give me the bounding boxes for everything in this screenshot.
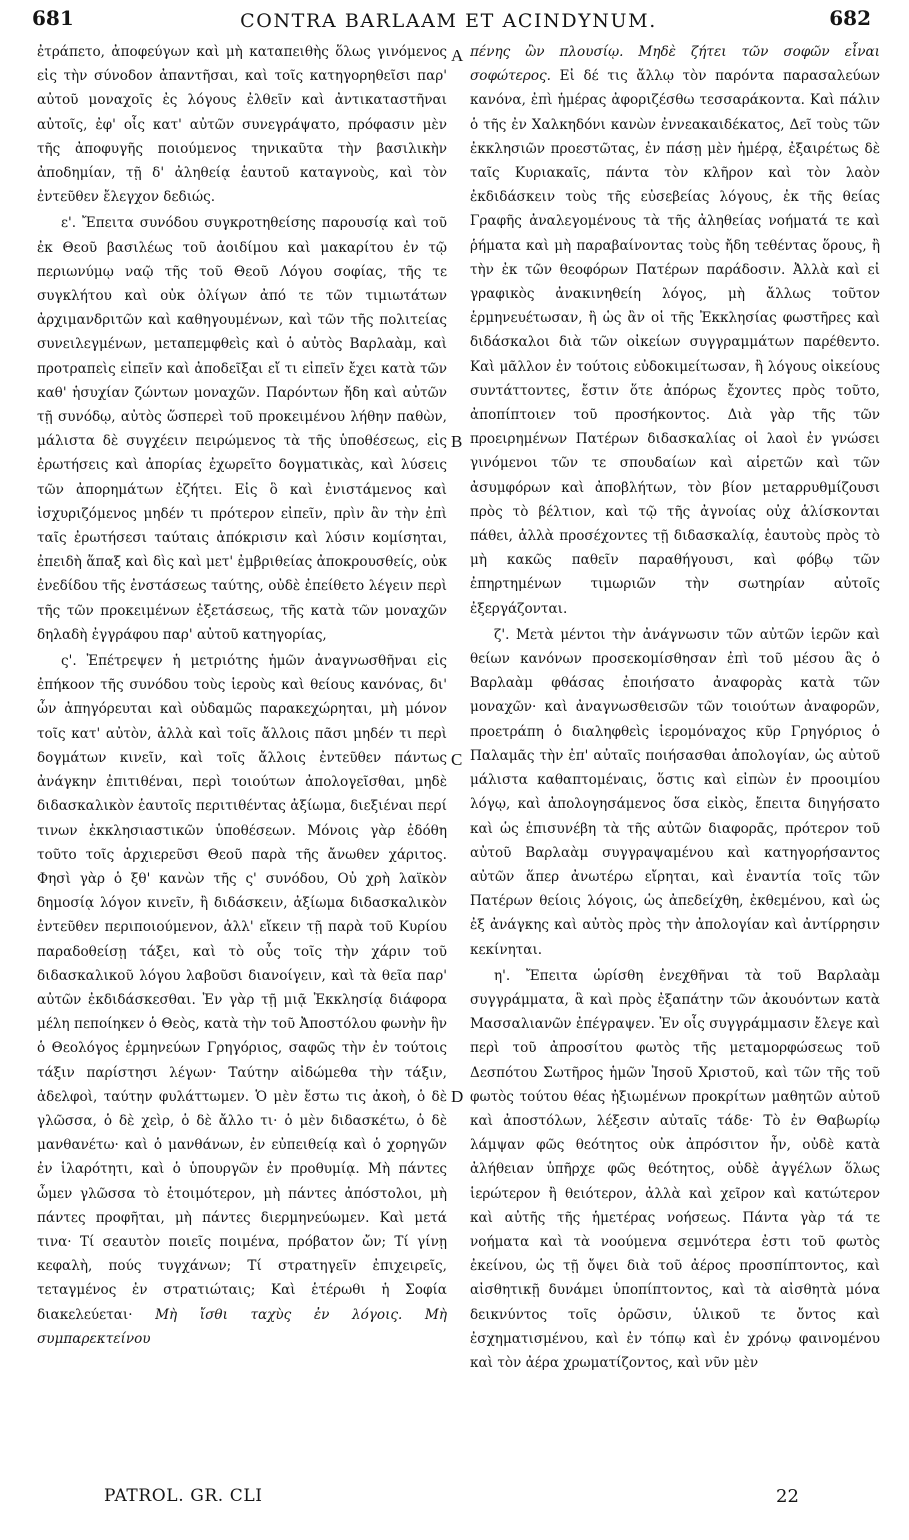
right-paragraph-2: ζ'. Μετὰ μέντοι τὴν ἀνάγνωσιν τῶν αὐτῶν ἱερῶν καὶ θείων κανόνων προσεκομίσθησαν ἐπὶ τοῦ μέσου ἃς ὁ Βαρλαὰμ φθάσας ἐποιήσατο ἀναφορὰς κατὰ τῶν μοναχῶν· καὶ ἀναγνωσθεισῶν τῶν τοιούτων ἀναφορῶν, προετράπη ὁ διαληφθεὶς ἱερομόναχος κῦρ Γρηγόριος ὁ Παλαμᾶς τὴν ἐπ' αὐταῖς ποιήσασθαι ἀπολογίαν, ὡς αὐτοῦ μάλιστα καθαπτομέναις, ὅστις καὶ εἰπὼν ἐν προοιμίου λόγῳ, καὶ ἀπολογησάμενος ὅσα εἰκὸς, ἔπειτα διηγήσατο καὶ ὡς ἐπισυνέβη τὰ τῆς αὐτῶν διαφορᾶς, πρότερον τοῦ αὐτοῦ Βαρλαὰμ συγγραψαμένου καὶ κατηγορήσαντος αὐτῶν ἅπερ ἀνωτέρω εἴρηται, καὶ ἐναντία τοῖς τῶν Πατέρων θείοις λόγοις, ὡς ἀπεδείχθη, ἐκθεμένου, καὶ ὡς ἐξ ἀνάγκης καὶ αὐτὸς πρὸς τὴν ἀπολογίαν καὶ ἀντίρρησιν κεκίνηται.: [470, 626, 880, 958]
page-number-left: 681: [32, 6, 74, 30]
left-paragraph-3: [37, 649, 447, 1351]
right-paragraph-1: [470, 40, 880, 621]
left-paragraph-1: ἐτράπετο, ἀποφεύγων καὶ μὴ καταπειθὴς ὅλως γινόμενος εἰς τὴν σύνοδον ἀπαντῆσαι, καὶ τοῖς κατηγορηθεῖσι παρ' αὐτοῦ μοναχοῖς ἐς λόγους ἐλθεῖν καὶ ἀντικαταστῆναι αὐτοῖς, ἐφ' οἷς κατ' αὐτῶν συνεγράψατο, πρόφασιν μὲν τῆς ἀποφυγῆς ποιούμενος τηνικαῦτα τὴν βασιλικὴν ἀποδημίαν, τῇ δ' ἀληθείᾳ ἑαυτοῦ καταγνοὺς, καὶ τὸν ἐντεῦθεν ἔλεγχον δεδιώς.: [37, 44, 447, 206]
left-paragraph-2: ε'. Ἔπειτα συνόδου συγκροτηθείσης παρουσίᾳ καὶ τοῦ ἐκ Θεοῦ βασιλέως τοῦ ἀοιδίμου καὶ μακαρίτου ἐν τῷ περιωνύμῳ ναῷ τῆς τοῦ Θεοῦ Λόγου σοφίας, τῆς τε συγκλήτου καὶ οὐκ ὀλίγων ἀπό τε τῶν τιμιωτάτων ἀρχιμανδριτῶν καὶ καθηγουμένων, καὶ τῶν τῆς πολιτείας συνειλεγμένων, μεταπεμφθεὶς καὶ ὁ αὐτὸς Βαρλαὰμ, καὶ προτραπεὶς εἰπεῖν καὶ ἀποδεῖξαι εἴ τι εἰπεῖν ἔχει κατὰ τῶν καθ' ἡσυχίαν ζώντων μοναχῶν. Παρόντων ἤδη καὶ αὐτῶν τῇ συνόδῳ, αὐτὸς ὥσπερεὶ τοῦ προκειμένου λήθην παθὼν, μάλιστα δὲ συγχέειν πειρώμενος τὰ τῆς ὑποθέσεως, εἰς ἐρωτήσεις καὶ ἀπορίας ἐχωρεῖτο δογματικὰς, καὶ λύσεις τῶν ἀπορημάτων ἐζήτει. Εἰς ὃ καὶ ἐνιστάμενος καὶ ἰσχυριζόμενος μηδέν τι πρότερον εἰπεῖν, πρὶν ἂν τὴν ἐπὶ ταῖς ἐρωτήσεσι ταύταις ἀπόκρισιν καὶ λύσιν κομίσηται, ἐπειδὴ ἅπαξ καὶ δὶς καὶ μετ' ἐμβριθείας ἀποκρουσθείς, οὐκ ἐνεδίδου τῆς ἐνστάσεως ταύτης, οὐδὲ ἐπείθετο λέγειν περὶ τῆς τῶν προκειμένων ἐξετάσεως, τῆς κατὰ τῶν μοναχῶν δηλαδὴ ἐγγράφου παρ' αὐτοῦ κατηγορίας,: [37, 215, 447, 643]
left-column: [37, 40, 447, 1351]
left-paragraph-3-quote: Μὴ ἴσθι ταχὺς ἐν λόγοις. Μὴ συμπαρεκτείνου: [37, 1306, 447, 1347]
right-paragraph-3: η'. Ἔπειτα ὡρίσθη ἐνεχθῆναι τὰ τοῦ Βαρλαὰμ συγγράμματα, ἃ καὶ πρὸς ἐξαπάτην τῶν ἀκουόντων κατὰ Μασσαλιανῶν ἐπέγραψεν. Ἐν οἷς συγγράμμασιν ἔλεγε καὶ περὶ τοῦ ἀπροσίτου φωτὸς τῆς μεταμορφώσεως τοῦ Δεσπότου Σωτῆρος ἡμῶν Ἰησοῦ Χριστοῦ, καὶ τῶν τῆς τοῦ φωτὸς τούτου θέας ἠξιωμένων προκρίτων μαθητῶν αὐτοῦ καὶ ἀποστόλων, λέξεσιν αὐταῖς τάδε· Τὸ ἐν Θαβωρίῳ λάμψαν φῶς θεότητος οὐκ ἀπρόσιτον ἦν, οὐδὲ κατὰ ἀλήθειαν ὑπῆρχε φῶς θεότητος, οὐδὲ ἀγγέλων ὅλως ἱερώτερον ἢ θειότερον, ἀλλὰ καὶ χεῖρον καὶ κατώτερον καὶ αὐτῆς τῆς ἡμετέρας νοήσεως. Πάντα γὰρ τά τε νοήματα καὶ τὰ νοούμενα σεμνότερα ἐστι τοῦ φωτὸς ἐκείνου, ὡς τῇ ὄψει διὰ τοῦ ἀέρος προσπίπτοντος, καὶ αἰσθητικῇ δυνάμει ὑποπίπτοντος, καὶ τὰ αἰσθητὰ μόνα δεικνύντος τοῖς ὁρῶσιν, ὑλικοῦ τε ὄντος καὶ ἐσχηματισμένου, καὶ ἐν τόπῳ καὶ ἐν χρόνῳ φαινομένου καὶ τὸν ἀέρα χρωματίζοντος, καὶ νῦν μὲν: [470, 967, 880, 1371]
right-column: [470, 40, 880, 1375]
right-paragraph-1-text: Εἰ δέ τις ἄλλῳ τὸν παρόντα παρασαλεύων κανόνα, ἐπὶ ἡμέρας ἀφοριζέσθω τεσσαράκοντα. Καὶ πάλιν ὁ τῆς ἐν Χαλκηδόνι κανὼν ἐννεακαιδέκατος, Δεῖ τοὺς τῶν ἐκκλησιῶν προεστῶτας, ἐν πάσῃ μὲν ἡμέρᾳ, ἐξαιρέτως δὲ ταῖς Κυριακαῖς, πάντα τὸν κλῆρον καὶ τὸν λαὸν ἐκδιδάσκειν τοὺς τῆς εὐσεβείας λόγους, ἐκ τῆς θείας Γραφῆς ἀναλεγομένους τὰ τῆς ἀληθείας νοήματά τε καὶ ῥήματα καὶ μὴ παραβαίνοντας τοὺς ἤδη τεθέντας ὅρους, ἢ τὴν ἐκ τῶν θεοφόρων Πατέρων παράδοσιν. Ἀλλὰ καὶ εἰ γραφικὸς ἀνακινηθείη λόγος, μὴ ἄλλως τοῦτον ἑρμηνευέτωσαν, ἢ ὡς ἂν οἱ τῆς Ἐκκλησίας φωστῆρες καὶ διδάσκαλοι διὰ τῶν οἰκείων συγγραμμάτων παρέθεντο. Καὶ μᾶλλον ἐν τούτοις εὐδοκιμείτωσαν, ἢ λόγους οἰκείους συντάττοντες, ἔστιν ὅτε ἀπόρως ἔχοντες πρὸς τοῦτο, ἀποπίπτοιεν τοῦ προσήκοντος. Διὰ γὰρ τῆς τῶν προειρημένων Πατέρων διδασκαλίας οἱ λαοὶ ἐν γνώσει γινόμενοι τῶν τε σπουδαίων καὶ αἱρετῶν καὶ τῶν ἀσυμφόρων καὶ ἀποβλήτων, τὸν βίον μεταρρυθμίζουσι πρὸς τὸ βέλτιον, καὶ τῷ τῆς ἀγνοίας οὐχ ἁλίσκονται πάθει, ἀλλὰ προσέχοντες τῇ διδασκαλίᾳ, ἑαυτοὺς πρὸς τὸ μὴ κακῶς παθεῖν παραθήγουσι, καὶ φόβῳ τῶν ἐπηρτημένων τιμωριῶν τὴν σωτηρίαν αὐτοῖς ἐξεργάζονται.: [470, 68, 880, 617]
footer-source: PATROL. GR. CLI: [104, 1486, 263, 1506]
margin-marker-a: A: [451, 46, 464, 65]
margin-marker-c: C: [451, 750, 463, 769]
page-footer: [0, 1486, 909, 1516]
page-number-right: 682: [829, 6, 871, 30]
right-paragraph-1-quote: πένης ὢν πλουσίῳ. Μηδὲ ζήτει τῶν σοφῶν εἶναι σοφώτερος.: [470, 44, 880, 85]
left-paragraph-3-text: ς'. Ἐπέτρεψεν ἡ μετριότης ἡμῶν ἀναγνωσθῆναι εἰς ἐπήκοον τῆς συνόδου τοὺς ἱεροὺς καὶ θείους κανόνας, δι' ὧν ἀπηγόρευται καὶ οὐδαμῶς παρακεχώρηται, μὴ μόνον τοῖς κατ' αὐτὸν, ἀλλὰ καὶ τοῖς ἄλλοις πᾶσι μηδέν τι περὶ δογμάτων κινεῖν, καὶ τοῖς ἄλλοις ἐντεῦθεν πάντως ἀνάγκην ἐπιτιθέναι, περὶ τοιούτων ἀπολογεῖσθαι, μηδὲ διδασκαλικὸν ἑαυτοῖς περιτιθέντας ἀξίωμα, διεξιέναι περί τινων ἐκκλησιαστικῶν ὑποθέσεων. Μόνοις γὰρ ἐδόθη τοῦτο τοῖς ἀρχιερεῦσι Θεοῦ παρὰ τῆς ἄνωθεν χάριτος. Φησὶ γὰρ ὁ ξθ' κανὼν τῆς ς' συνόδου, Οὐ χρὴ λαϊκὸν δημοσίᾳ λόγον κινεῖν, ἢ διδάσκειν, ἀξίωμα διδασκαλικὸν ἐντεῦθεν περιποιούμενον, ἀλλ' εἴκειν τῇ παρὰ τοῦ Κυρίου παραδοθείσῃ τάξει, καὶ τὸ οὖς τοῖς τὴν χάριν τοῦ διδασκαλικοῦ λόγου λαβοῦσι διανοίγειν, καὶ τὰ θεῖα παρ' αὐτῶν ἐκδιδάσκεσθαι. Ἐν γὰρ τῇ μιᾷ Ἐκκλησίᾳ διάφορα μέλη πεποίηκεν ὁ Θεὸς, κατὰ τὴν τοῦ Ἀποστόλου φωνὴν ἣν ὁ Θεολόγος ἑρμηνεύων Γρηγόριος, σαφῶς τὴν ἐν τούτοις τάξιν παρίστησι λέγων· Ταύτην αἰδώμεθα τὴν τάξιν, ἀδελφοὶ, ταύτην φυλάττωμεν. Ὁ μὲν ἔστω τις ἀκοὴ, ὁ δὲ γλῶσσα, ὁ δὲ χεὶρ, ὁ δὲ ἄλλο τι· ὁ μὲν διδασκέτω, ὁ δὲ μανθανέτω· καὶ ὁ μανθάνων, ἐν εὐπειθείᾳ καὶ ὁ χορηγῶν ἐν ἱλαρότητι, καὶ ὁ ὑπουργῶν ἐν προθυμίᾳ. Μὴ πάντες ὦμεν γλῶσσα τὸ ἑτοιμότερον, μὴ πάντες ἀπόστολοι, μὴ πάντες προφῆται, μὴ πάντες διερμηνεύωμεν. Καὶ μετά τινα· Τί σεαυτὸν ποιεῖς ποιμένα, πρόβατον ὤν; Τί γίνῃ κεφαλὴ, πούς τυγχάνων; Τί στρατηγεῖν ἐπιχειρεῖς, τεταγμένος ἐν στρατιώταις; Καὶ ἑτέρωθι ἡ Σοφία διακελεύεται·: [37, 653, 447, 1323]
footer-signature: 22: [776, 1486, 799, 1507]
margin-marker-b: B: [451, 432, 463, 451]
running-title: CONTRA BARLAAM ET ACINDYNUM.: [240, 10, 657, 32]
margin-marker-d: D: [451, 1087, 464, 1106]
